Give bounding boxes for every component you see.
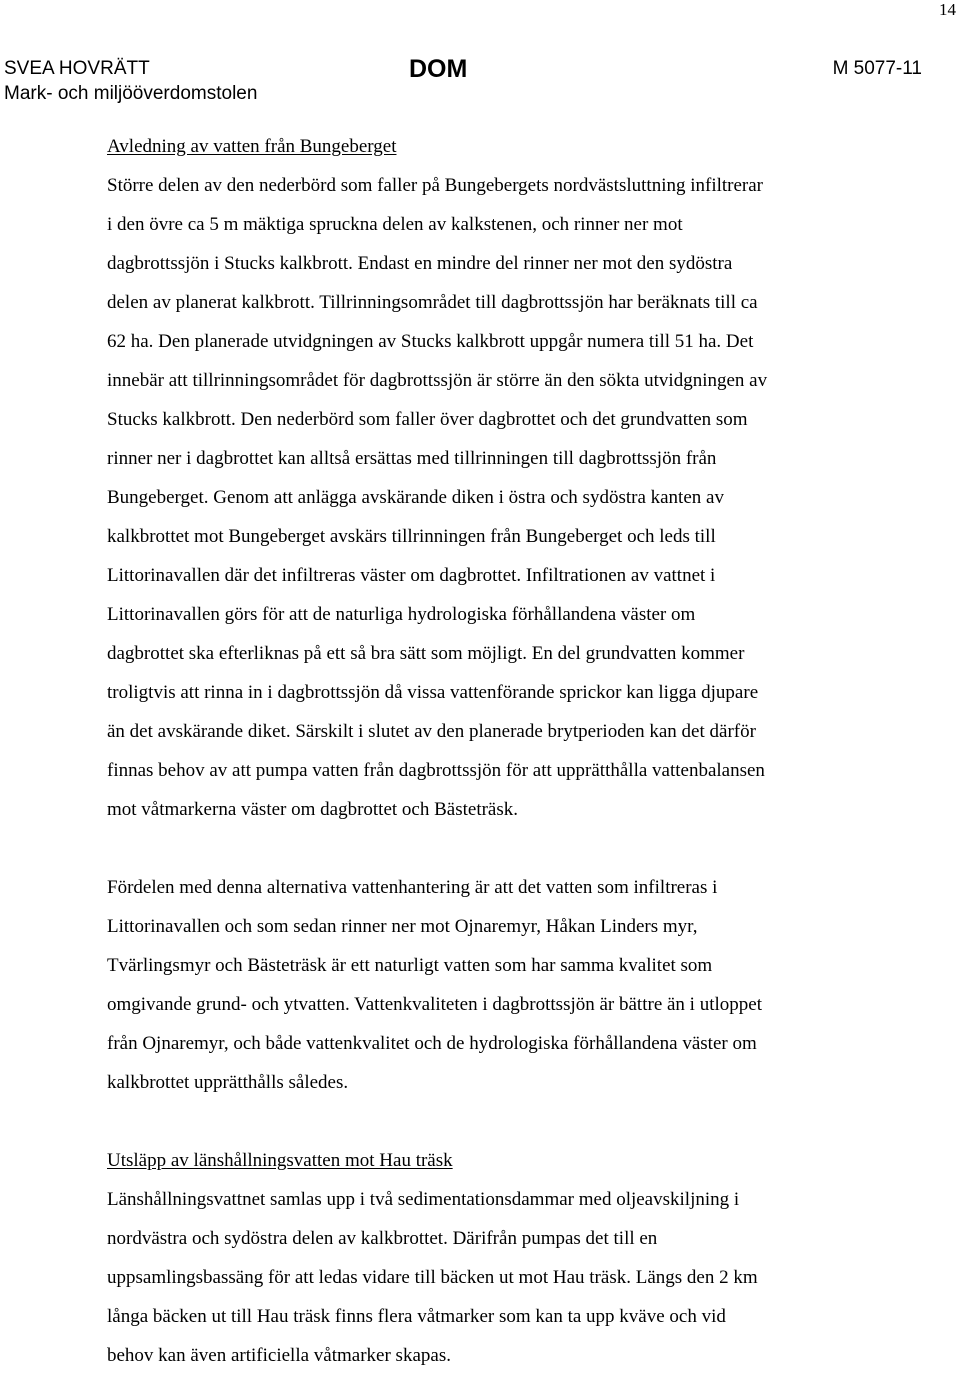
paragraph (107, 1180, 907, 1375)
text-line: Tvärlingsmyr och Bästeträsk är ett naturligt vatten som har samma kvalitet som (107, 955, 713, 976)
section-heading: Avledning av vatten från Bungeberget (107, 136, 397, 157)
text-line: dagbrottssjön i Stucks kalkbrott. Endast en mindre del rinner ner mot den sydöstra (107, 253, 733, 274)
text-line: dagbrottet ska efterliknas på ett så bra sätt som möjligt. En del grundvatten kommer (107, 643, 745, 664)
text-line: Fördelen med denna alternativa vattenhantering är att det vatten som infiltreras i (107, 877, 718, 898)
document-header-left (4, 56, 257, 106)
paragraph-spacer (107, 1102, 907, 1141)
text-line: innebär att tillrinningsområdet för dagbrottssjön är större än den sökta utvidgningen av (107, 370, 768, 391)
text-line: 62 ha. Den planerade utvidgningen av Stucks kalkbrott uppgår numera till 51 ha. Det (107, 331, 754, 352)
text-line: uppsamlingsbassäng för att ledas vidare till bäcken ut mot Hau träsk. Längs den 2 km (107, 1267, 758, 1288)
text-line: Större delen av den nederbörd som faller på Bungebergets nordvästsluttning infiltrerar (107, 175, 764, 196)
case-number: M 5077-11 (832, 58, 922, 79)
text-line: långa bäcken ut till Hau träsk finns flera våtmarker som kan ta upp kväve och vid (107, 1306, 726, 1327)
text-line: Littorinavallen och som sedan rinner ner mot Ojnaremyr, Håkan Linders myr, (107, 916, 698, 937)
paragraph (107, 868, 907, 1102)
text-line: Stucks kalkbrott. Den nederbörd som faller över dagbrottet och det grundvatten som (107, 409, 748, 430)
text-line: Bungeberget. Genom att anlägga avskärande diken i östra och sydöstra kanten av (107, 487, 724, 508)
page-number: 14 (939, 0, 956, 19)
document-body (107, 127, 907, 1375)
text-line: Littorinavallen görs för att de naturliga hydrologiska förhållandena väster om (107, 604, 696, 625)
text-line: Littorinavallen där det infiltreras väster om dagbrottet. Infiltrationen av vattnet i (107, 565, 716, 586)
paragraph-spacer (107, 829, 907, 868)
court-division: Mark- och miljööverdomstolen (4, 83, 258, 104)
text-line: delen av planerat kalkbrott. Tillrinningsområdet till dagbrottssjön har beräknats till ca (107, 292, 758, 313)
text-line: från Ojnaremyr, och både vattenkvalitet och de hydrologiska förhållandena väster om (107, 1033, 757, 1054)
text-line: i den övre ca 5 m mäktiga spruckna delen av kalkstenen, och rinner ner mot (107, 214, 683, 235)
document-type: DOM (409, 55, 468, 83)
text-line: finnas behov av att pumpa vatten från dagbrottssjön för att upprätthålla vattenbalansen (107, 760, 765, 781)
text-line: mot våtmarkerna väster om dagbrottet och Bästeträsk. (107, 799, 519, 820)
text-line: behov kan även artificiella våtmarker skapas. (107, 1345, 451, 1366)
text-line: troligtvis att rinna in i dagbrottssjön då vissa vattenförande sprickor kan ligga djupare (107, 682, 759, 703)
paragraph (107, 166, 907, 829)
text-line: kalkbrottet mot Bungeberget avskärs tillrinningen från Bungeberget och leds till (107, 526, 716, 547)
text-line: kalkbrottet upprätthålls således. (107, 1072, 349, 1093)
text-line: Länshållningsvattnet samlas upp i två sedimentationsdammar med oljeavskiljning i (107, 1189, 740, 1210)
text-line: än det avskärande diket. Särskilt i slutet av den planerade brytperioden kan det därför (107, 721, 756, 742)
text-line: nordvästra och sydöstra delen av kalkbrottet. Därifrån pumpas det till en (107, 1228, 658, 1249)
text-line: omgivande grund- och ytvatten. Vattenkvaliteten i dagbrottssjön är bättre än i utloppet (107, 994, 762, 1015)
court-name: SVEA HOVRÄTT (4, 58, 150, 79)
section-heading: Utsläpp av länshållningsvatten mot Hau träsk (107, 1150, 453, 1171)
text-line: rinner ner i dagbrottet kan alltså ersättas med tillrinningen till dagbrottssjön från (107, 448, 717, 469)
